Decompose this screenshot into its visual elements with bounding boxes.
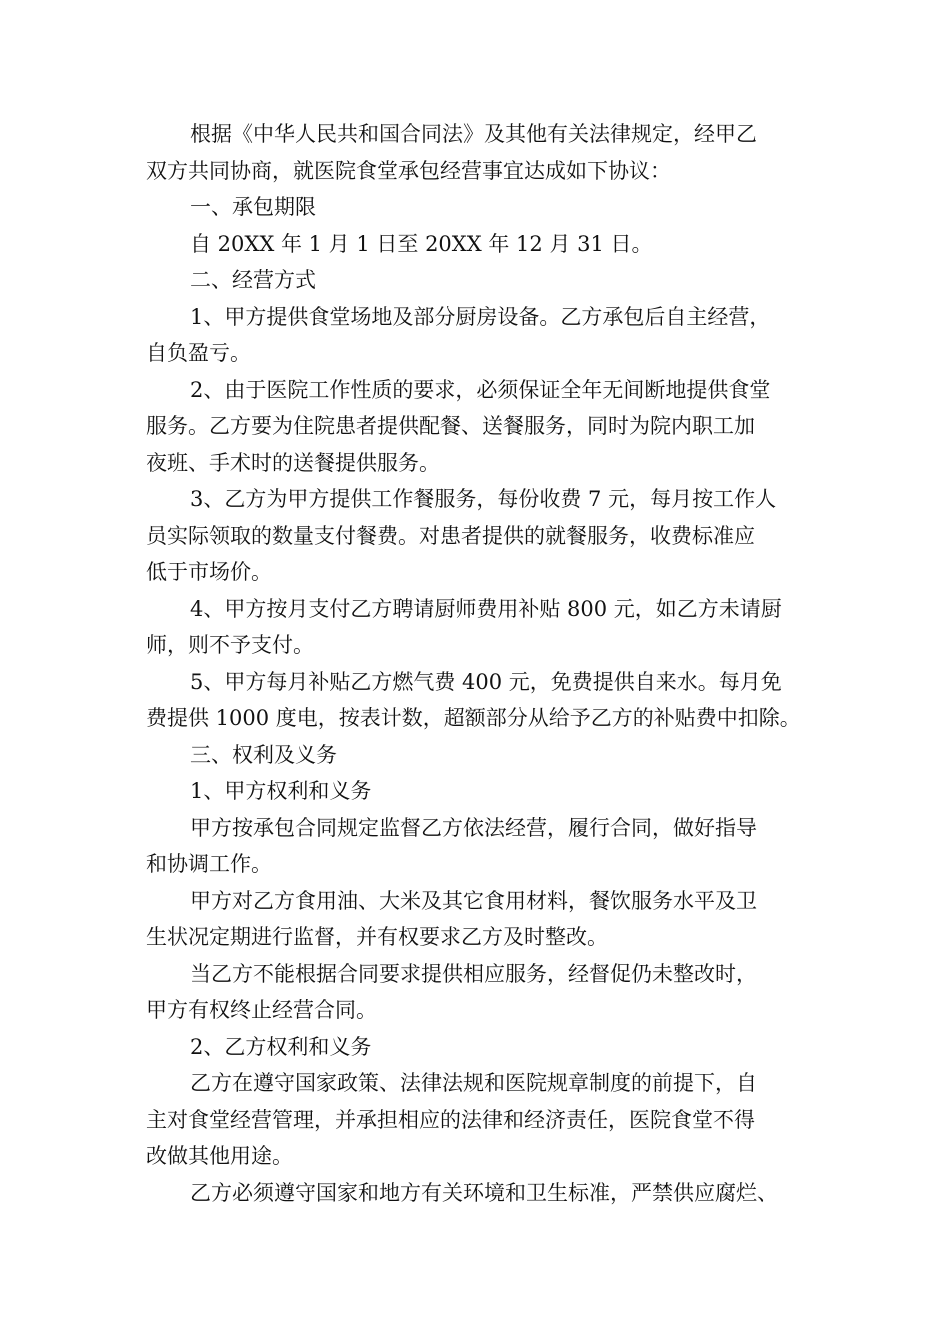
- subsection-heading: 1、甲方权利和义务: [190, 779, 372, 803]
- paragraph-line: 低于市场价。: [146, 560, 272, 584]
- paragraph-line: 双方共同协商，就医院食堂承包经营事宜达成如下协议：: [146, 158, 671, 183]
- paragraph-line: 自 20XX 年 1 月 1 日至 20XX 年 12 月 31 日。: [190, 231, 653, 256]
- paragraph-line: 4、甲方按月支付乙方聘请厨师费用补贴 800 元，如乙方未请厨: [190, 596, 782, 621]
- paragraph-line: 乙方在遵守国家政策、法律法规和医院规章制度的前提下，自: [190, 1071, 757, 1095]
- paragraph-line: 5、甲方每月补贴乙方燃气费 400 元，免费提供自来水。每月免: [190, 669, 782, 694]
- paragraph-line: 当乙方不能根据合同要求提供相应服务，经督促仍未整改时，: [190, 961, 757, 986]
- paragraph-line: 2、由于医院工作性质的要求，必须保证全年无间断地提供食堂: [190, 377, 771, 402]
- subsection-heading: 2、乙方权利和义务: [190, 1034, 372, 1059]
- paragraph-line: 夜班、手术时的送餐提供服务。: [146, 450, 440, 475]
- paragraph-line: 自负盈亏。: [146, 341, 251, 365]
- paragraph-line: 根据《中华人民共和国合同法》及其他有关法律规定，经甲乙: [190, 122, 757, 146]
- paragraph-line: 费提供 1000 度电，按表计数，超额部分从给予乙方的补贴费中扣除。: [146, 706, 801, 730]
- paragraph-line: 甲方有权终止经营合同。: [146, 998, 377, 1022]
- paragraph-line: 甲方按承包合同规定监督乙方依法经营，履行合同，做好指导: [190, 815, 757, 840]
- paragraph-line: 服务。乙方要为住院患者提供配餐、送餐服务，同时为院内职工加: [146, 414, 755, 438]
- section-heading: 一、承包期限: [190, 195, 316, 219]
- paragraph-line: 改做其他用途。: [146, 1144, 293, 1168]
- section-heading: 三、权利及义务: [190, 742, 337, 767]
- paragraph-line: 主对食堂经营管理，并承担相应的法律和经济责任，医院食堂不得: [146, 1107, 755, 1132]
- paragraph-line: 生状况定期进行监督，并有权要求乙方及时整改。: [146, 925, 608, 949]
- section-heading: 二、经营方式: [190, 268, 316, 292]
- paragraph-line: 和协调工作。: [146, 852, 272, 876]
- paragraph-line: 乙方必须遵守国家和地方有关环境和卫生标准，严禁供应腐烂、: [190, 1180, 778, 1205]
- document-body: [146, 116, 816, 1211]
- paragraph-line: 员实际领取的数量支付餐费。对患者提供的就餐服务，收费标准应: [146, 523, 755, 548]
- paragraph-line: 3、乙方为甲方提供工作餐服务，每份收费 7 元，每月按工作人: [190, 487, 777, 511]
- paragraph-line: 1、甲方提供食堂场地及部分厨房设备。乙方承包后自主经营，: [190, 304, 771, 329]
- paragraph-line: 甲方对乙方食用油、大米及其它食用材料，餐饮服务水平及卫: [190, 888, 757, 913]
- paragraph-line: 师，则不予支付。: [146, 633, 314, 657]
